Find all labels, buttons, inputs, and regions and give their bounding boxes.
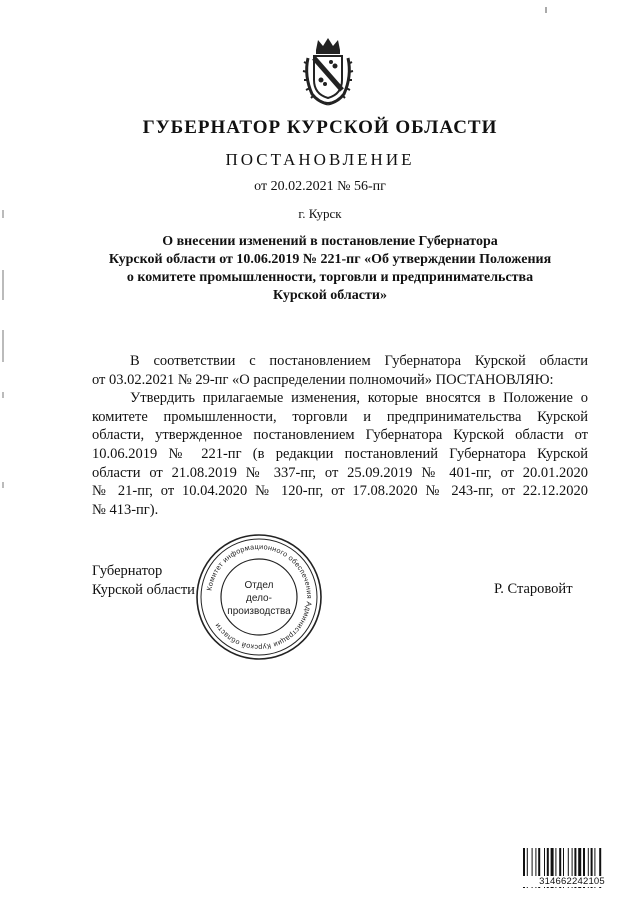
document-city: г. Курск [298,206,342,221]
governor-title: ГУБЕРНАТОР КУРСКОЙ ОБЛАСТИ [142,117,498,138]
barcode-number: 314662242105 [520,876,624,887]
svg-text:Отдел: Отдел [244,580,274,591]
body-line: от 03.02.2021 № 29-пг «О распределении полномочий» ПОСТАНОВЛЯЮ: [92,371,554,388]
body-line: № 21-пг, от 10.04.2020 № 120-пг, от 17.08.2020 № 243-пг, от 22.12.2020 [92,483,588,500]
body-line: области, утвержденное постановлением Губернатора Курской области от [92,427,588,444]
body-line: комитете промышленности, торговли и предпринимательства Курской [92,408,588,425]
subject-line: О внесении изменений в постановление Губернатора [162,234,498,249]
document-date-number: от 20.02.2021 № 56-пг [254,179,386,194]
coat-of-arms-icon [302,36,354,106]
document-body [92,352,588,519]
signatory-position-line: Губернатор [92,563,163,579]
signatory-position-line: Курской области [92,581,195,598]
document-subject [80,233,580,305]
document-type: ПОСТАНОВЛЕНИЕ [225,150,415,169]
svg-text:производства: производства [227,606,291,617]
corner-mark [542,6,550,14]
subject-line: о комитете промышленности, торговли и предпринимательства [126,270,534,285]
svg-text:дело-: дело- [246,593,272,604]
stamp-ring-text: Комитет информационного обеспечения Администрации Курской области [204,541,315,653]
official-stamp [194,532,324,662]
signatory-position [92,562,195,599]
subject-line: Курской области» [273,288,387,303]
subject-line: Курской области от 10.06.2019 № 221-пг «Об утверждении Положения [108,252,552,267]
body-line: 10.06.2019 № 221-пг (в редакции постановлений Губернатора Курской [92,445,588,462]
body-line: № 413-пг). [92,501,159,518]
body-line: области от 21.08.2019 № 337-пг, от 25.09.2019 № 401-пг, от 20.01.2020 [92,464,588,481]
body-line: Утвердить прилагаемые изменения, которые вносятся в Положение о [130,390,588,407]
signatory-name: Р. Старовойт [494,581,573,597]
body-line: В соответствии с постановлением Губернатора Курской области [130,353,588,369]
